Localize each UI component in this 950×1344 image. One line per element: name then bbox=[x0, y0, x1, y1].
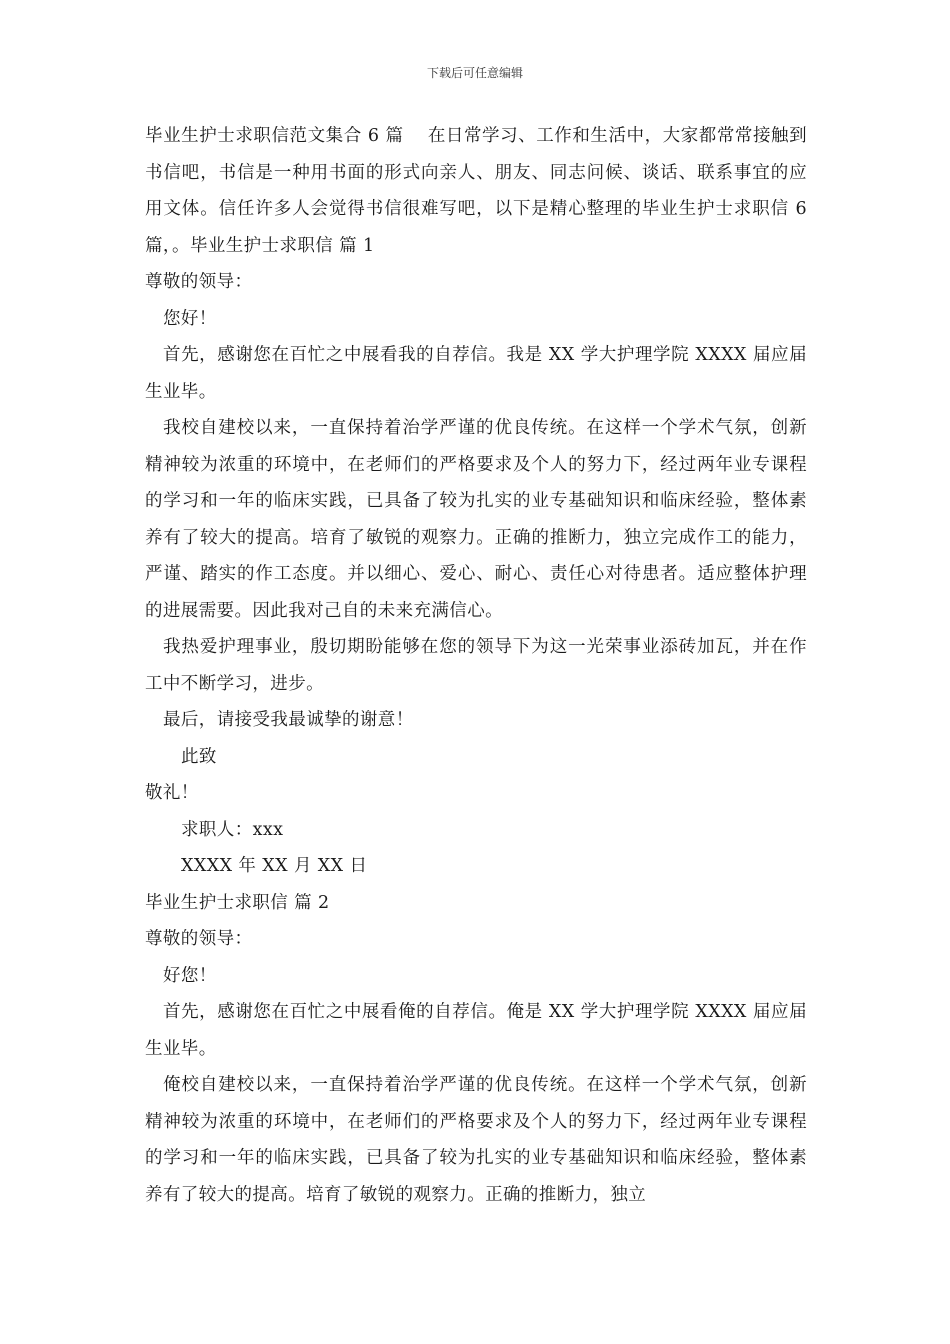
letter2-greeting: 好您！ bbox=[163, 965, 217, 986]
letter1-salutation: 尊敬的领导： bbox=[145, 272, 253, 292]
letter1-signature: 求职人：xxx bbox=[181, 819, 284, 840]
page-header-note: 下载后可任意编辑 bbox=[426, 66, 523, 80]
letter1-closing-1: 此致 bbox=[181, 746, 217, 767]
letter1-greeting: 您好！ bbox=[163, 308, 217, 329]
intro-paragraph: 毕业生护士求职信范文集合 6 篇 在日常学习、工作和生活中，大家都常常接触到书信吧，书信是一种用书面的形式向亲人、朋友、同志问候、谈话、联系事宜的应用文体。信任许多人会觉得书信很难写吧，以下是精心整理的毕业生护士求职信 6 篇，。毕业生护士求职信 篇 1 bbox=[145, 126, 807, 256]
document-body bbox=[145, 118, 807, 1213]
letter2-heading: 毕业生护士求职信 篇 2 bbox=[145, 892, 330, 913]
letter1-date: XXXX 年 XX 月 XX 日 bbox=[181, 856, 368, 876]
letter2-salutation: 尊敬的领导： bbox=[145, 929, 253, 949]
letter1-paragraph-3: 我热爱护理事业，殷切期盼能够在您的领导下为这一光荣事业添砖加瓦，并在作工中不断学习，进步。 bbox=[145, 637, 807, 694]
letter2-paragraph-1: 首先，感谢您在百忙之中展看俺的自荐信。俺是 XX 学大护理学院 XXXX 届应届生业毕。 bbox=[145, 1002, 807, 1059]
letter1-paragraph-1: 首先，感谢您在百忙之中展看我的自荐信。我是 XX 学大护理学院 XXXX 届应届生业毕。 bbox=[145, 345, 807, 402]
letter2-paragraph-2: 俺校自建校以来，一直保持着治学严谨的优良传统。在这样一个学术气氛，创新精神较为浓重的环境中，在老师们的严格要求及个人的努力下，经过两年业专课程的学习和一年的临床实践，已具备了较为扎实的业专基础知识和临床经验，整体素养有了较大的提高。培育了敏锐的观察力。正确的推断力，独立 bbox=[145, 1075, 807, 1205]
letter1-paragraph-4: 最后，请接受我最诚挚的谢意！ bbox=[163, 710, 414, 730]
letter1-paragraph-2: 我校自建校以来，一直保持着治学严谨的优良传统。在这样一个学术气氛，创新精神较为浓重的环境中，在老师们的严格要求及个人的努力下，经过两年业专课程的学习和一年的临床实践，已具备了较为扎实的业专基础知识和临床经验，整体素养有了较大的提高。培育了敏锐的观察力。正确的推断力，独立完成作工的能力，严谨、踏实的作工态度。并以细心、爱心、耐心、责任心对待患者。适应整体护理的进展需要。因此我对己自的未来充满信心。 bbox=[145, 418, 807, 621]
letter1-closing-2: 敬礼！ bbox=[145, 783, 199, 803]
